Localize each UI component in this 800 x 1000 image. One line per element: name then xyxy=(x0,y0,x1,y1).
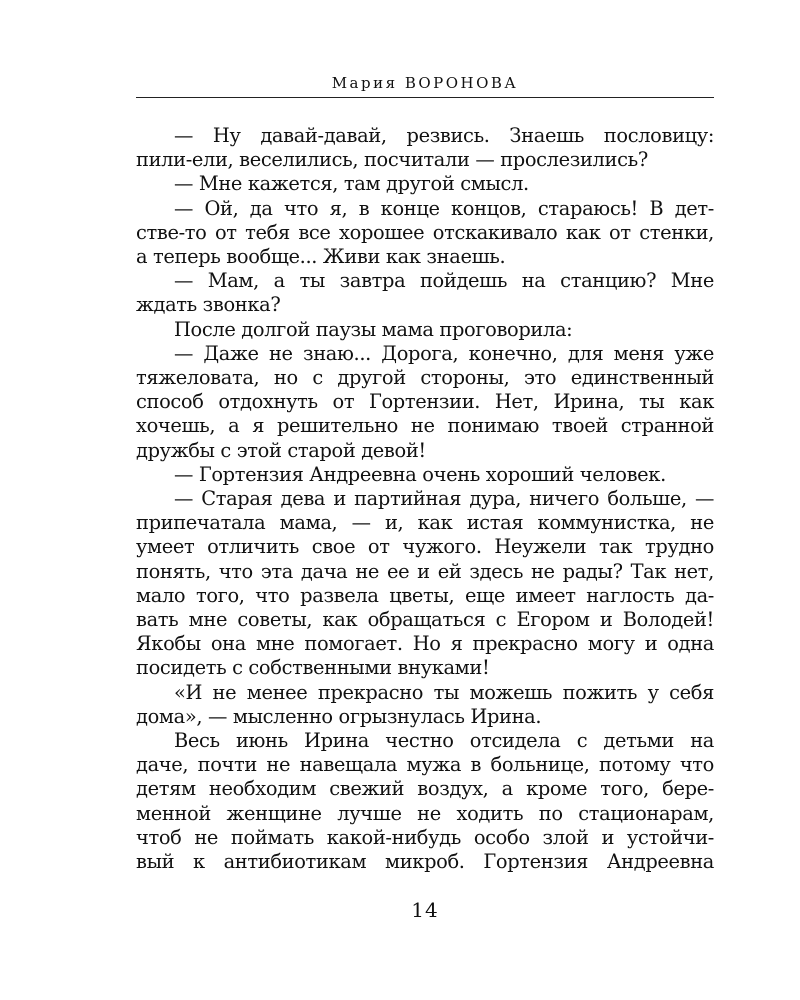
text-line: менной женщине лучше не ходить по стационарам, xyxy=(136,801,714,825)
text-line: вать мне советы, как обращаться с Егором и Володей! xyxy=(136,608,714,632)
text-line: детям необходим свежий воздух, а кроме того, бере- xyxy=(136,777,714,801)
header-rule xyxy=(136,97,714,98)
text-line: Якобы она мне помогает. Но я прекрасно могу и одна xyxy=(136,632,714,656)
text-line: понять, что эта дача не ее и ей здесь не рады? Так нет, xyxy=(136,559,714,583)
text-line: посидеть с собственными внуками! xyxy=(136,656,490,680)
text-line: хочешь, а я решительно не понимаю твоей странной xyxy=(136,414,714,438)
text-line: — Мне кажется, там другой смысл. xyxy=(174,172,529,196)
text-line: Весь июнь Ирина честно отсидела с детьми на xyxy=(174,729,714,753)
text-line: вый к антибиотикам микроб. Гортензия Андреевна xyxy=(136,850,714,874)
body-text xyxy=(136,124,714,874)
text-line: — Ой, да что я, в конце концов, стараюсь! В дет- xyxy=(174,196,714,220)
text-line: — Ну давай-давай, резвись. Знаешь пословицу: xyxy=(174,124,714,147)
text-line: дружбы с этой старой девой! xyxy=(136,438,426,462)
text-line: ждать звонка? xyxy=(136,293,281,317)
text-line: мало того, что развела цветы, еще имеет наглость да- xyxy=(136,583,714,607)
text-line: припечатала мама, — и, как истая коммунистка, не xyxy=(136,511,714,535)
text-line: После долгой паузы мама проговорила: xyxy=(174,317,573,341)
running-header: Мария ВОРОНОВА xyxy=(331,74,519,92)
text-line: даче, почти не навещала мужа в больнице, потому что xyxy=(136,753,714,777)
page-number: 14 xyxy=(411,898,439,922)
text-line: стве-то от тебя все хорошее отскакивало как от стенки, xyxy=(136,220,714,244)
text-line: умеет отличить свое от чужого. Неужели так трудно xyxy=(136,535,714,559)
text-line: способ отдохнуть от Гортензии. Нет, Ирина, ты как xyxy=(136,390,714,414)
text-line: — Мам, а ты завтра пойдешь на станцию? Мне xyxy=(174,269,714,293)
text-line: — Старая дева и партийная дура, ничего больше, — xyxy=(174,487,714,511)
text-line: «И не менее прекрасно ты можешь пожить у себя xyxy=(174,680,714,704)
text-line: тяжеловата, но с другой стороны, это единственный xyxy=(136,366,714,390)
text-line: дома», — мысленно огрызнулась Ирина. xyxy=(136,704,542,728)
text-line: — Даже не знаю... Дорога, конечно, для меня уже xyxy=(174,341,714,365)
text-line: — Гортензия Андреевна очень хороший человек. xyxy=(174,462,666,486)
text-line: а теперь вообще... Живи как знаешь. xyxy=(136,245,506,269)
text-line: пили-ели, веселились, посчитали — прослезились? xyxy=(136,148,648,172)
text-line: чтоб не поймать какой-нибудь особо злой и устойчи- xyxy=(136,825,714,849)
